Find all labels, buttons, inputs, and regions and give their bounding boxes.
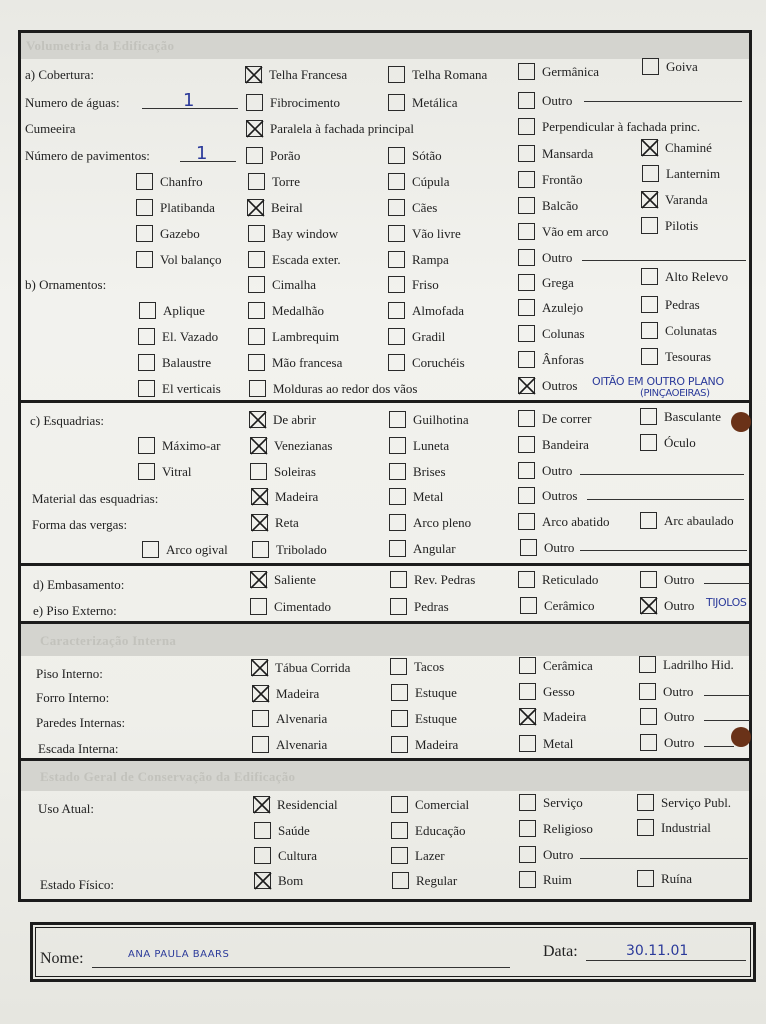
- option-label: Cerâmico: [544, 598, 595, 613]
- checkbox-gazebo[interactable]: [136, 225, 153, 242]
- option-label: Metal: [413, 489, 444, 504]
- checkbox-outro[interactable]: [640, 734, 657, 751]
- option-label: Ruína: [661, 871, 693, 886]
- checkbox-reticulado[interactable]: [518, 571, 535, 588]
- check-mark-icon: [249, 570, 269, 590]
- option-label: Germânica: [542, 64, 600, 79]
- checkbox-metal[interactable]: [519, 735, 536, 752]
- check-mark-icon: [518, 707, 538, 727]
- checkbox-telha-romana[interactable]: [388, 66, 405, 83]
- checkbox-chamine[interactable]: [641, 139, 658, 156]
- check-mark-icon: [517, 376, 537, 396]
- label-cobertura: a) Cobertura:: [25, 67, 94, 82]
- option-label: Friso: [412, 277, 439, 292]
- checkbox-alvenaria[interactable]: [252, 710, 269, 727]
- checkbox-ruina[interactable]: [637, 870, 654, 887]
- checkbox-oculo[interactable]: [640, 434, 657, 451]
- option-label: Bandeira: [542, 437, 589, 452]
- checkbox-cimentado[interactable]: [250, 598, 267, 615]
- checkbox-cimalha[interactable]: [248, 276, 265, 293]
- option-label: Tábua Corrida: [275, 660, 351, 675]
- nome-line[interactable]: [92, 967, 510, 968]
- checkbox-outro[interactable]: [518, 92, 535, 109]
- check-mark-icon: [246, 198, 266, 218]
- option-label: El. Vazado: [162, 329, 219, 344]
- option-label: Azulejo: [542, 300, 584, 315]
- option-label: Cimalha: [272, 277, 317, 292]
- checkbox-ceramico[interactable]: [520, 597, 537, 614]
- checkbox-balaustre[interactable]: [138, 354, 155, 371]
- option-label: Outro: [542, 463, 573, 478]
- checkbox-chanfro[interactable]: [136, 173, 153, 190]
- option-label: Guilhotina: [413, 412, 469, 427]
- checkbox-almofada[interactable]: [388, 302, 405, 319]
- option-label: Pilotis: [665, 218, 699, 233]
- checkbox-outro[interactable]: [519, 846, 536, 863]
- checkbox-reta[interactable]: [251, 514, 268, 531]
- label-escada-interna: Escada Interna:: [38, 741, 119, 756]
- option-label: Gradil: [412, 329, 446, 344]
- checkbox-industrial[interactable]: [637, 819, 654, 836]
- check-mark-icon: [244, 65, 264, 85]
- check-mark-icon: [640, 190, 660, 210]
- checkbox-outro[interactable]: [639, 683, 656, 700]
- checkbox-outro[interactable]: [518, 462, 535, 479]
- option-label: Arco abatido: [542, 514, 610, 529]
- option-label: Aplique: [163, 303, 205, 318]
- fill-line: [704, 695, 750, 696]
- option-label: Cães: [412, 200, 438, 215]
- option-label: Gazebo: [160, 226, 200, 241]
- checkbox-sotao[interactable]: [388, 147, 405, 164]
- checkbox-metal[interactable]: [389, 488, 406, 505]
- option-label: Tesouras: [665, 349, 712, 364]
- checkbox-alto-relevo[interactable]: [641, 268, 658, 285]
- checkbox-corucheis[interactable]: [388, 354, 405, 371]
- option-label: Regular: [416, 873, 458, 888]
- checkbox-vol-balanco[interactable]: [136, 251, 153, 268]
- option-label: Molduras ao redor dos vãos: [273, 381, 418, 396]
- checkbox-gesso[interactable]: [519, 683, 536, 700]
- data-value: 30.11.01: [626, 943, 689, 959]
- option-label: Serviço Publ.: [661, 795, 732, 810]
- nome-value: ANA PAULA BAARS: [128, 949, 230, 960]
- option-label: Reticulado: [542, 572, 599, 587]
- checkbox-beiral[interactable]: [247, 199, 264, 216]
- option-label: Lazer: [415, 848, 445, 863]
- checkbox-arco-pleno[interactable]: [389, 514, 406, 531]
- checkbox-grega[interactable]: [518, 274, 535, 291]
- fill-line: [587, 499, 744, 500]
- fill-line: [704, 583, 750, 584]
- option-label: Estuque: [415, 685, 457, 700]
- section-title-interna: Caracterização Interna: [40, 633, 177, 648]
- checkbox-tesouras[interactable]: [641, 348, 658, 365]
- option-label: Tacos: [414, 659, 445, 674]
- check-mark-icon: [250, 487, 270, 507]
- checkbox-aplique[interactable]: [139, 302, 156, 319]
- label-numero-pavimentos: Número de pavimentos:: [25, 148, 150, 163]
- option-label: Bom: [278, 873, 304, 888]
- checkbox-arco-abatido[interactable]: [518, 513, 535, 530]
- punch-hole: [731, 412, 751, 432]
- checkbox-outro[interactable]: [640, 597, 657, 614]
- checkbox-frontao[interactable]: [518, 171, 535, 188]
- checkbox-madeira[interactable]: [252, 685, 269, 702]
- section-title-volumetria: Volumetria da Edificação: [26, 38, 175, 53]
- option-label: Outro: [663, 684, 694, 699]
- check-mark-icon: [640, 138, 660, 158]
- checkbox-vao-livre[interactable]: [388, 225, 405, 242]
- option-label: Residencial: [277, 797, 338, 812]
- checkbox-venezianas[interactable]: [250, 437, 267, 454]
- checkbox-caes[interactable]: [388, 199, 405, 216]
- option-label: Pedras: [665, 297, 700, 312]
- checkbox-bom[interactable]: [254, 872, 271, 889]
- check-mark-icon: [250, 513, 270, 533]
- label-estado-fisico: Estado Físico:: [40, 877, 115, 892]
- check-mark-icon: [249, 436, 269, 456]
- option-label: Rampa: [412, 252, 449, 267]
- option-label: Vol balanço: [160, 252, 222, 267]
- checkbox-outro[interactable]: [640, 708, 657, 725]
- checkbox-colunatas[interactable]: [641, 322, 658, 339]
- label-cumeeira: Cumeeira: [25, 121, 76, 136]
- option-label: Almofada: [412, 303, 464, 318]
- label-piso-externo: e) Piso Externo:: [33, 603, 117, 618]
- label-material-esquadrias: Material das esquadrias:: [32, 491, 159, 506]
- option-label: Arco pleno: [413, 515, 472, 530]
- option-label: Alvenaria: [276, 737, 328, 752]
- checkbox-lazer[interactable]: [391, 847, 408, 864]
- checkbox-outros[interactable]: [518, 377, 535, 394]
- option-label: Coruchéis: [412, 355, 465, 370]
- option-label: Sótão: [412, 148, 442, 163]
- checkbox-estuque[interactable]: [391, 684, 408, 701]
- checkbox-saliente[interactable]: [250, 571, 267, 588]
- option-label: Medalhão: [272, 303, 324, 318]
- checkbox-pedras[interactable]: [390, 598, 407, 615]
- check-mark-icon: [250, 658, 270, 678]
- checkbox-molduras-ao-redor-dos-vaos[interactable]: [249, 380, 266, 397]
- option-label: Arc abaulado: [664, 513, 734, 528]
- handwritten-numero-aguas: 1: [183, 90, 195, 111]
- option-label: Alto Relevo: [665, 269, 729, 284]
- data-label: Data:: [543, 943, 578, 960]
- checkbox-brises[interactable]: [389, 463, 406, 480]
- option-label: Telha Romana: [412, 67, 488, 82]
- checkbox-mao-francesa[interactable]: [248, 354, 265, 371]
- option-label: Bay window: [272, 226, 339, 241]
- option-label: Cerâmica: [543, 658, 593, 673]
- checkbox-arco-ogival[interactable]: [142, 541, 159, 558]
- checkbox-lanternim[interactable]: [642, 165, 659, 182]
- checkbox-madeira[interactable]: [519, 708, 536, 725]
- option-label: Outro: [664, 709, 695, 724]
- label-forro-interno: Forro Interno:: [36, 690, 110, 705]
- checkbox-paralela-a-fachada-principal[interactable]: [246, 120, 263, 137]
- check-mark-icon: [245, 119, 265, 139]
- option-label: Madeira: [275, 489, 319, 504]
- option-label: Colunas: [542, 326, 585, 341]
- checkbox-regular[interactable]: [392, 872, 409, 889]
- option-label: Angular: [413, 541, 456, 556]
- option-label: Outro: [544, 540, 575, 555]
- checkbox-fibrocimento[interactable]: [246, 94, 263, 111]
- option-label: Madeira: [543, 709, 587, 724]
- option-label: Cultura: [278, 848, 317, 863]
- option-label: Madeira: [276, 686, 320, 701]
- option-label: Educação: [415, 823, 466, 838]
- option-label: Pedras: [414, 599, 449, 614]
- checkbox-religioso[interactable]: [519, 820, 536, 837]
- checkbox-pilotis[interactable]: [641, 217, 658, 234]
- checkbox-platibanda[interactable]: [136, 199, 153, 216]
- option-label: Luneta: [413, 438, 450, 453]
- checkbox-telha-francesa[interactable]: [245, 66, 262, 83]
- checkbox-el-verticais[interactable]: [138, 380, 155, 397]
- label-embasamento: d) Embasamento:: [33, 577, 125, 592]
- option-label: Tribolado: [276, 542, 327, 557]
- checkbox-medalhao[interactable]: [248, 302, 265, 319]
- fill-line: [580, 474, 744, 475]
- option-label: Madeira: [415, 737, 459, 752]
- option-label: Saúde: [278, 823, 310, 838]
- checkbox-gradil[interactable]: [388, 328, 405, 345]
- option-label: Industrial: [661, 820, 711, 835]
- checkbox-anforas[interactable]: [518, 351, 535, 368]
- option-label: Lambrequim: [272, 329, 340, 344]
- checkbox-madeira[interactable]: [251, 488, 268, 505]
- option-label: Mão francesa: [272, 355, 343, 370]
- option-label: Cúpula: [412, 174, 450, 189]
- handwritten-ornamentos-outros: OITÃO EM OUTRO PLANO: [592, 375, 724, 388]
- option-label: Fibrocimento: [270, 95, 341, 110]
- option-label: Lanternim: [666, 166, 721, 181]
- option-label: Beiral: [271, 200, 303, 215]
- checkbox-maximo-ar[interactable]: [138, 437, 155, 454]
- checkbox-vao-em-arco[interactable]: [518, 223, 535, 240]
- label-piso-interno: Piso Interno:: [36, 666, 103, 681]
- option-label: Mansarda: [542, 146, 594, 161]
- label-forma-vergas: Forma das vergas:: [32, 517, 128, 532]
- option-label: Goiva: [666, 59, 698, 74]
- option-label: Frontão: [542, 172, 583, 187]
- option-label: Religioso: [543, 821, 593, 836]
- option-label: Venezianas: [274, 438, 333, 453]
- checkbox-servico[interactable]: [519, 794, 536, 811]
- option-label: Metálica: [412, 95, 458, 110]
- option-label: Rev. Pedras: [414, 572, 476, 587]
- option-label: El verticais: [162, 381, 221, 396]
- option-label: Platibanda: [160, 200, 215, 215]
- option-label: Arco ogival: [166, 542, 228, 557]
- checkbox-escada-exter[interactable]: [248, 251, 265, 268]
- punch-hole: [731, 727, 751, 747]
- label-esquadrias: c) Esquadrias:: [30, 413, 105, 428]
- checkbox-varanda[interactable]: [641, 191, 658, 208]
- option-label: Gesso: [543, 684, 575, 699]
- checkbox-luneta[interactable]: [389, 437, 406, 454]
- option-label: Brises: [413, 464, 446, 479]
- checkbox-alvenaria[interactable]: [252, 736, 269, 753]
- option-label: Chanfro: [160, 174, 203, 189]
- handwritten-ornamentos-outros-2: (PINÇAOEIRAS): [640, 388, 710, 399]
- checkbox-azulejo[interactable]: [518, 299, 535, 316]
- checkbox-servico-publ[interactable]: [637, 794, 654, 811]
- option-label: Outro: [664, 598, 695, 613]
- option-label: Porão: [270, 148, 301, 163]
- option-label: Saliente: [274, 572, 316, 587]
- option-label: Ladrilho Hid.: [663, 657, 734, 672]
- option-label: Outros: [542, 378, 578, 393]
- checkbox-germanica[interactable]: [518, 63, 535, 80]
- checkbox-bandeira[interactable]: [518, 436, 535, 453]
- checkbox-goiva[interactable]: [642, 58, 659, 75]
- checkbox-saude[interactable]: [254, 822, 271, 839]
- option-label: De correr: [542, 411, 592, 426]
- option-label: Varanda: [665, 192, 708, 207]
- checkbox-soleiras[interactable]: [250, 463, 267, 480]
- check-mark-icon: [639, 596, 659, 616]
- fill-line: [582, 260, 746, 261]
- fill-line: [704, 720, 750, 721]
- option-label: Soleiras: [274, 464, 316, 479]
- checkbox-mansarda[interactable]: [518, 145, 535, 162]
- checkbox-basculante[interactable]: [640, 408, 657, 425]
- fill-line: [580, 858, 748, 859]
- option-label: Outro: [664, 735, 695, 750]
- label-numero-aguas: Numero de águas:: [25, 95, 120, 110]
- option-label: Outro: [543, 847, 574, 862]
- option-label: Reta: [275, 515, 299, 530]
- checkbox-balcao[interactable]: [518, 197, 535, 214]
- option-label: Metal: [543, 736, 574, 751]
- check-mark-icon: [253, 871, 273, 891]
- option-label: De abrir: [273, 412, 316, 427]
- checkbox-rampa[interactable]: [388, 251, 405, 268]
- checkbox-ceramica[interactable]: [519, 657, 536, 674]
- checkbox-vitral[interactable]: [138, 463, 155, 480]
- checkbox-madeira[interactable]: [391, 736, 408, 753]
- checkbox-cultura[interactable]: [254, 847, 271, 864]
- check-mark-icon: [248, 410, 268, 430]
- checkbox-outro[interactable]: [640, 571, 657, 588]
- option-label: Colunatas: [665, 323, 717, 338]
- section-title-conservacao: Estado Geral de Conservação da Edificação: [40, 769, 296, 784]
- checkbox-educacao[interactable]: [391, 822, 408, 839]
- option-label: Grega: [542, 275, 574, 290]
- option-label: Balaustre: [162, 355, 212, 370]
- option-label: Vão em arco: [542, 224, 609, 239]
- checkbox-tribolado[interactable]: [252, 541, 269, 558]
- check-mark-icon: [252, 795, 272, 815]
- checkbox-tacos[interactable]: [390, 658, 407, 675]
- checkbox-outros[interactable]: [518, 487, 535, 504]
- checkbox-torre[interactable]: [248, 173, 265, 190]
- checkbox-lambrequim[interactable]: [248, 328, 265, 345]
- handwritten-piso-externo: TIJOLOS: [706, 596, 747, 609]
- checkbox-guilhotina[interactable]: [389, 411, 406, 428]
- option-label: Telha Francesa: [269, 67, 348, 82]
- label-uso-atual: Uso Atual:: [38, 801, 94, 816]
- option-label: Vitral: [162, 464, 192, 479]
- checkbox-metalica[interactable]: [388, 94, 405, 111]
- option-label: Serviço: [543, 795, 583, 810]
- fill-line: [580, 550, 747, 551]
- label-ornamentos: b) Ornamentos:: [25, 277, 107, 292]
- option-label: Chaminé: [665, 140, 712, 155]
- checkbox-outro[interactable]: [518, 249, 535, 266]
- checkbox-friso[interactable]: [388, 276, 405, 293]
- option-label: Óculo: [664, 435, 696, 450]
- option-label: Torre: [272, 174, 300, 189]
- checkbox-pedras[interactable]: [641, 296, 658, 313]
- checkbox-de-correr[interactable]: [518, 410, 535, 427]
- option-label: Estuque: [415, 711, 457, 726]
- checkbox-angular[interactable]: [389, 540, 406, 557]
- checkbox-bay-window[interactable]: [248, 225, 265, 242]
- checkbox-colunas[interactable]: [518, 325, 535, 342]
- checkbox-el-vazado[interactable]: [138, 328, 155, 345]
- option-label: Alvenaria: [276, 711, 328, 726]
- option-label: Vão livre: [412, 226, 461, 241]
- option-label: Ruim: [543, 872, 572, 887]
- checkbox-de-abrir[interactable]: [249, 411, 266, 428]
- option-label: Perpendicular à fachada princ.: [542, 119, 701, 134]
- option-label: Escada exter.: [272, 252, 341, 267]
- divider: [18, 563, 752, 566]
- checkbox-cupula[interactable]: [388, 173, 405, 190]
- handwritten-numero-pavimentos: 1: [196, 143, 208, 164]
- option-label: Comercial: [415, 797, 470, 812]
- option-label: Outro: [542, 250, 573, 265]
- checkbox-arc-abaulado[interactable]: [640, 512, 657, 529]
- checkbox-perpendicular-a-fachada-princ[interactable]: [518, 118, 535, 135]
- option-label: Outro: [664, 572, 695, 587]
- fill-line: [704, 746, 734, 747]
- option-label: Outro: [542, 93, 573, 108]
- data-line[interactable]: [586, 960, 746, 961]
- checkbox-outro[interactable]: [520, 539, 537, 556]
- fill-line: [180, 161, 236, 162]
- checkbox-comercial[interactable]: [391, 796, 408, 813]
- label-paredes-internas: Paredes Internas:: [36, 715, 126, 730]
- nome-label: Nome:: [40, 950, 84, 967]
- checkbox-ladrilho-hid[interactable]: [639, 656, 656, 673]
- check-mark-icon: [251, 684, 271, 704]
- checkbox-rev-pedras[interactable]: [390, 571, 407, 588]
- checkbox-porao[interactable]: [246, 147, 263, 164]
- divider: [18, 400, 752, 403]
- option-label: Paralela à fachada principal: [270, 121, 414, 136]
- checkbox-ruim[interactable]: [519, 871, 536, 888]
- checkbox-tabua-corrida[interactable]: [251, 659, 268, 676]
- option-label: Basculante: [664, 409, 722, 424]
- fill-line: [584, 101, 742, 102]
- option-label: Ânforas: [542, 352, 584, 367]
- checkbox-estuque[interactable]: [391, 710, 408, 727]
- option-label: Balcão: [542, 198, 579, 213]
- checkbox-residencial[interactable]: [253, 796, 270, 813]
- option-label: Cimentado: [274, 599, 332, 614]
- option-label: Máximo-ar: [162, 438, 221, 453]
- option-label: Outros: [542, 488, 578, 503]
